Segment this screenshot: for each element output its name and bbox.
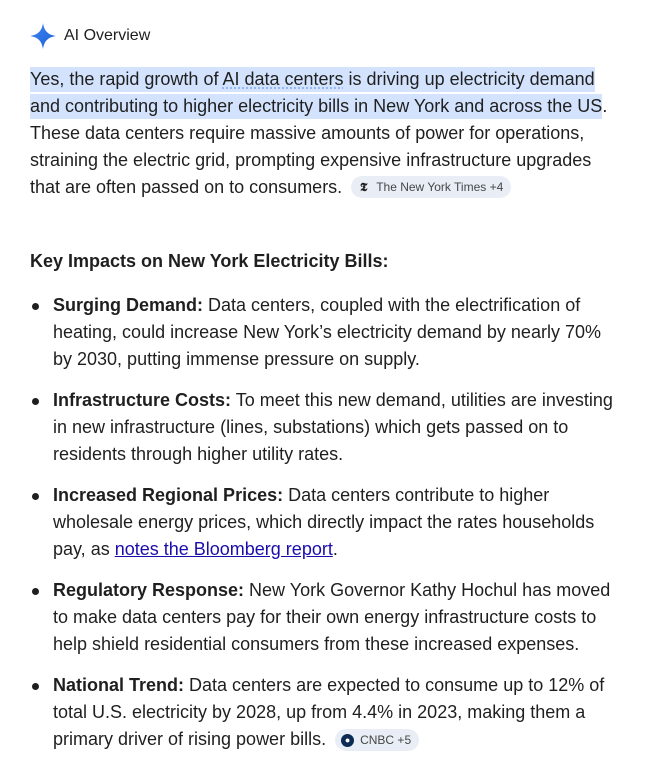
source-chip-label: CNBC +5 bbox=[360, 733, 412, 747]
bullet-title: Increased Regional Prices: bbox=[53, 485, 284, 505]
list-item bbox=[30, 292, 623, 373]
bullet-dot bbox=[32, 588, 39, 595]
highlight-text-1: Yes, the rapid growth of bbox=[30, 69, 223, 89]
cnbc-logo-icon: ● bbox=[341, 734, 354, 747]
source-chip-cnbc[interactable] bbox=[335, 729, 419, 751]
intro-paragraph bbox=[30, 66, 620, 201]
ai-overview-title: AI Overview bbox=[64, 27, 151, 44]
list-item bbox=[30, 482, 623, 563]
ai-data-centers-term[interactable]: AI data centers bbox=[222, 69, 344, 89]
section-heading: Key Impacts on New York Electricity Bills: bbox=[30, 251, 389, 271]
intro-rest-text: . These data centers require massive amounts of power for operations, straining the electric grid, prompting expensive infrastructure upgrades that are often passed on to consumers. bbox=[30, 96, 608, 197]
sparkle-icon bbox=[29, 22, 57, 50]
bullet-dot bbox=[32, 683, 39, 690]
bullet-dot bbox=[32, 493, 39, 500]
bullet-text: Data centers, coupled with the electrification of heating, could increase New York’s electricity demand by nearly 70% by 2030, putting immense pressure on supply. bbox=[53, 295, 601, 369]
nyt-logo-icon: 𝕿 bbox=[360, 180, 368, 194]
list-item bbox=[30, 672, 623, 753]
impacts-list bbox=[30, 292, 630, 767]
bullet-title: National Trend: bbox=[53, 675, 185, 695]
bullet-text: Data centers contribute to higher wholesale energy prices, which directly impact the rates households pay, as bbox=[53, 485, 595, 559]
highlight-text-2: is driving up electricity demand and contributing to higher electricity bills in New York and across the US bbox=[30, 69, 603, 116]
bullet-dot bbox=[32, 398, 39, 405]
list-item bbox=[30, 577, 623, 658]
list-item bbox=[30, 387, 623, 468]
source-chip-label: The New York Times +4 bbox=[376, 180, 504, 194]
bloomberg-report-link[interactable]: notes the Bloomberg report bbox=[114, 539, 333, 559]
bullet-dot bbox=[32, 303, 39, 310]
bullet-text: New York Governor Kathy Hochul has moved to make data centers pay for their own energy infrastructure costs to help shield residential consumers from these increased expenses. bbox=[53, 580, 611, 654]
bullet-text: Data centers are expected to consume up to 12% of total U.S. electricity by 2028, up from 4.4% in 2023, making them a primary driver of rising power bills. bbox=[53, 675, 605, 749]
bullet-text: To meet this new demand, utilities are investing in new infrastructure (lines, substations) which gets passed on to residents through higher utility rates. bbox=[53, 390, 613, 464]
bullet-title: Surging Demand: bbox=[53, 295, 204, 315]
ai-overview-header bbox=[29, 22, 150, 50]
highlighted-answer bbox=[30, 67, 602, 119]
bullet-title: Regulatory Response: bbox=[53, 580, 245, 600]
bullet-title: Infrastructure Costs: bbox=[53, 390, 232, 410]
bullet-text-end: . bbox=[332, 539, 338, 559]
source-chip-nyt[interactable] bbox=[351, 176, 511, 198]
